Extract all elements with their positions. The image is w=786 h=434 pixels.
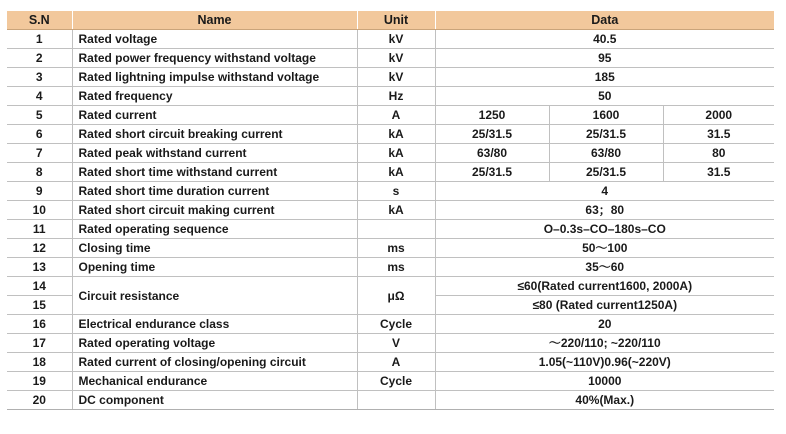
row-data: 35～60: [435, 258, 774, 277]
row-unit: kA: [357, 163, 435, 182]
table-row: [7, 68, 774, 87]
table-row: [7, 353, 774, 372]
row-data: O–0.3s–CO–180s–CO: [435, 220, 774, 239]
spec-table: [7, 11, 774, 410]
table-row: [7, 258, 774, 277]
row-unit: Hz: [357, 87, 435, 106]
row-sn: 17: [7, 334, 72, 353]
row-unit: μΩ: [357, 277, 435, 315]
row-sn: 2: [7, 49, 72, 68]
row-sn: 4: [7, 87, 72, 106]
row-name: Rated operating voltage: [72, 334, 357, 353]
row-unit: Cycle: [357, 315, 435, 334]
table-row: [7, 277, 774, 296]
table-row: [7, 30, 774, 49]
row-unit: [357, 220, 435, 239]
row-data: 95: [435, 49, 774, 68]
row-sn: 15: [7, 296, 72, 315]
row-data: ≤80 (Rated current1250A): [435, 296, 774, 315]
row-sn: 11: [7, 220, 72, 239]
row-data-2000a: 2000: [663, 106, 774, 125]
row-name: Rated frequency: [72, 87, 357, 106]
row-unit: A: [357, 353, 435, 372]
row-sn: 14: [7, 277, 72, 296]
row-name: Closing time: [72, 239, 357, 258]
row-data-2000a: 31.5: [663, 125, 774, 144]
row-unit: kV: [357, 49, 435, 68]
row-sn: 3: [7, 68, 72, 87]
row-unit: kA: [357, 144, 435, 163]
row-name: Circuit resistance: [72, 277, 357, 315]
row-data: 10000: [435, 372, 774, 391]
row-unit: [357, 391, 435, 410]
row-sn: 16: [7, 315, 72, 334]
row-data-1250a: 63/80: [435, 144, 549, 163]
row-name: Rated current: [72, 106, 357, 125]
table-row: [7, 315, 774, 334]
row-data: 40%(Max.): [435, 391, 774, 410]
row-name: Mechanical endurance: [72, 372, 357, 391]
table-row: [7, 163, 774, 182]
row-sn: 13: [7, 258, 72, 277]
table-row: [7, 106, 774, 125]
row-name: Rated short time duration current: [72, 182, 357, 201]
row-name: Rated lightning impulse withstand voltage: [72, 68, 357, 87]
row-data-1600a: 1600: [549, 106, 663, 125]
row-data-1250a: 25/31.5: [435, 163, 549, 182]
row-name: Rated short time withstand current: [72, 163, 357, 182]
row-unit: kA: [357, 201, 435, 220]
row-unit: s: [357, 182, 435, 201]
table-row: [7, 87, 774, 106]
row-sn: 1: [7, 30, 72, 49]
row-data: ≤60(Rated current1600, 2000A): [435, 277, 774, 296]
row-unit: Cycle: [357, 372, 435, 391]
row-sn: 7: [7, 144, 72, 163]
row-data: 4: [435, 182, 774, 201]
row-unit: ms: [357, 258, 435, 277]
row-data-1250a: 25/31.5: [435, 125, 549, 144]
table-row: [7, 220, 774, 239]
table-row: [7, 372, 774, 391]
table-row: [7, 182, 774, 201]
row-unit: kV: [357, 68, 435, 87]
row-data: 20: [435, 315, 774, 334]
row-name: Rated current of closing/opening circuit: [72, 353, 357, 372]
row-unit: kA: [357, 125, 435, 144]
row-sn: 5: [7, 106, 72, 125]
row-name: Opening time: [72, 258, 357, 277]
row-name: Rated short circuit making current: [72, 201, 357, 220]
table-row: [7, 49, 774, 68]
row-name: Rated voltage: [72, 30, 357, 49]
row-name: Rated short circuit breaking current: [72, 125, 357, 144]
row-sn: 20: [7, 391, 72, 410]
table-row: [7, 144, 774, 163]
header-unit: Unit: [357, 11, 435, 30]
table-row: [7, 239, 774, 258]
row-name: Rated power frequency withstand voltage: [72, 49, 357, 68]
row-data-2000a: 31.5: [663, 163, 774, 182]
header-sn: S.N: [7, 11, 72, 30]
row-data: 40.5: [435, 30, 774, 49]
row-sn: 9: [7, 182, 72, 201]
row-sn: 19: [7, 372, 72, 391]
row-sn: 12: [7, 239, 72, 258]
row-name: DC component: [72, 391, 357, 410]
row-unit: A: [357, 106, 435, 125]
row-data: 1.05(~110V)0.96(~220V): [435, 353, 774, 372]
row-sn: 18: [7, 353, 72, 372]
row-data: 63；80: [435, 201, 774, 220]
header-data: Data: [435, 11, 774, 30]
row-unit: V: [357, 334, 435, 353]
row-data: 50～100: [435, 239, 774, 258]
row-data-1600a: 25/31.5: [549, 163, 663, 182]
table-row: [7, 125, 774, 144]
row-unit: ms: [357, 239, 435, 258]
table-header-row: [7, 11, 774, 30]
row-data: 185: [435, 68, 774, 87]
header-name: Name: [72, 11, 357, 30]
table-row: [7, 201, 774, 220]
row-data: ～220/110; ~220/110: [435, 334, 774, 353]
row-sn: 8: [7, 163, 72, 182]
row-data-1600a: 63/80: [549, 144, 663, 163]
row-data-1600a: 25/31.5: [549, 125, 663, 144]
row-name: Rated operating sequence: [72, 220, 357, 239]
row-name: Electrical endurance class: [72, 315, 357, 334]
row-unit: kV: [357, 30, 435, 49]
row-data: 50: [435, 87, 774, 106]
row-name: Rated peak withstand current: [72, 144, 357, 163]
row-sn: 10: [7, 201, 72, 220]
table-row: [7, 391, 774, 410]
row-data-2000a: 80: [663, 144, 774, 163]
row-sn: 6: [7, 125, 72, 144]
row-data-1250a: 1250: [435, 106, 549, 125]
table-row: [7, 334, 774, 353]
